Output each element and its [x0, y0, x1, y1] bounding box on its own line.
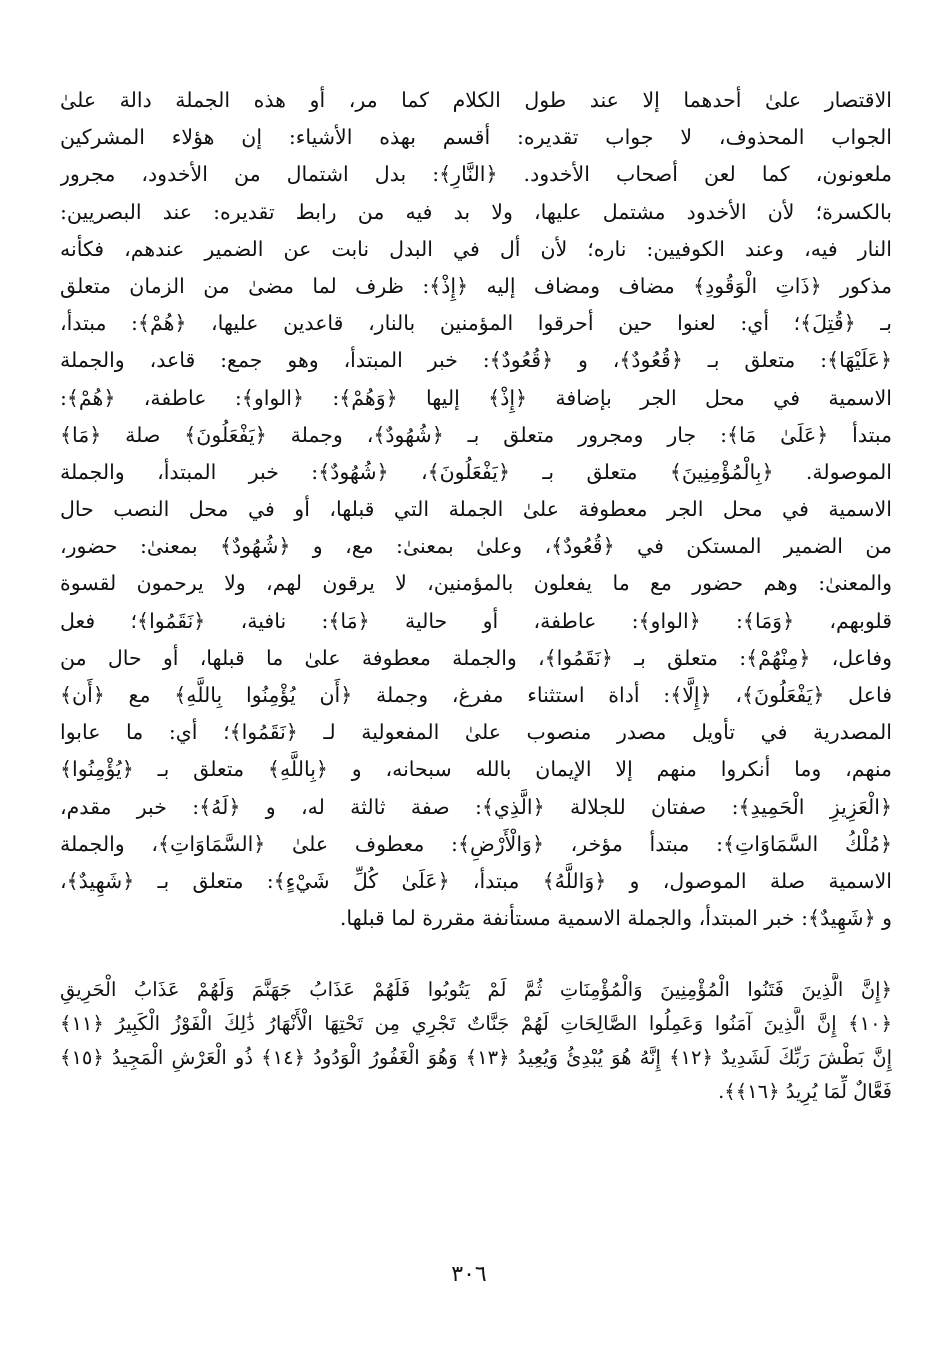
verse-line: ﴿إِنَّ الَّذِينَ فَتَنُوا الْمُؤْمِنِينَ وَالْمُؤْمِنَاتِ ثُمَّ لَمْ يَتُوبُوا فَلَهُمْ عَذَابُ جَهَنَّمَ وَلَهُمْ عَذَابُ الْحَرِيقِ	[60, 978, 892, 1002]
text-line: الاسمية صلة الموصول، و ﴿وَاللَّهُ﴾ مبتدأ، ﴿عَلَىٰ كُلِّ شَيْءٍ﴾: متعلق بـ ﴿شَهِيدٌ﴾،	[60, 868, 892, 893]
text-line: ﴿عَلَيْهَا﴾: متعلق بـ ﴿قُعُودٌ﴾، و ﴿قُعُودٌ﴾: خبر المبتدأ، وهو جمع: قاعد، والجملة	[60, 348, 892, 373]
text-line: ملعونون، كما لعن أصحاب الأخدود. ﴿النَّارِ﴾: بدل اشتمال من الأخدود، مجرور	[60, 162, 892, 187]
verse-line: ﴿١٠﴾ إِنَّ الَّذِينَ آمَنُوا وَعَمِلُوا الصَّالِحَاتِ لَهُمْ جَنَّاتٌ تَجْرِي مِن تَحْتِهَا الْأَنْهَارُ ذَٰلِكَ الْفَوْزُ الْكَبِيرُ ﴿١١﴾	[60, 1012, 892, 1036]
text-line: مبتدأ ﴿عَلَىٰ مَا﴾: جار ومجرور متعلق بـ ﴿شُهُودٌ﴾، وجملة ﴿يَفْعَلُونَ﴾ صلة ﴿مَا﴾	[60, 422, 892, 447]
text-line: والمعنىٰ: وهم حضور مع ما يفعلون بالمؤمنين، لا يرقون لهم، ولا يرحمون لقسوة	[60, 571, 892, 596]
text-line: الاقتصار علىٰ أحدهما إلا عند طول الكلام كما مر، أو هذه الجملة دالة علىٰ	[60, 88, 892, 112]
quran-verses	[60, 973, 892, 1109]
text-line: ﴿الْعَزِيزِ الْحَمِيدِ﴾: صفتان للجلالة ﴿الَّذِي﴾: صفة ثالثة له، و ﴿لَهُ﴾: خبر مقدم،	[60, 794, 892, 819]
text-line: و ﴿شَهِيدٌ﴾: خبر المبتدأ، والجملة الاسمية مستأنفة مقررة لما قبلها.	[339, 906, 892, 931]
text-line: منهم، وما أنكروا منهم إلا الإيمان بالله سبحانه، و ﴿بِاللَّهِ﴾ متعلق بـ ﴿يُؤْمِنُوا﴾	[60, 757, 892, 782]
text-line: الاسمية في محل الجر معطوفة علىٰ الجملة التي قبلها، أو في محل النصب حال	[60, 497, 892, 522]
text-line: الموصولة. ﴿بِالْمُؤْمِنِينَ﴾ متعلق بـ ﴿يَفْعَلُونَ﴾، ﴿شُهُودٌ﴾: خبر المبتدأ، والجملة	[60, 459, 892, 484]
text-line: وفاعل، ﴿مِنْهُمْ﴾: متعلق بـ ﴿نَقَمُوا﴾، والجملة معطوفة علىٰ ما قبلها، أو حال من	[60, 645, 892, 670]
text-line: ﴿مُلْكُ السَّمَاوَاتِ﴾: مبتدأ مؤخر، ﴿وَالْأَرْضِ﴾: معطوف علىٰ ﴿السَّمَاوَاتِ﴾، والجملة	[60, 831, 892, 856]
commentary-text	[60, 82, 892, 937]
verse-line: إِنَّ بَطْشَ رَبِّكَ لَشَدِيدٌ ﴿١٢﴾ إِنَّهُ هُوَ يُبْدِئُ وَيُعِيدُ ﴿١٣﴾ وَهُوَ الْغَفُورُ الْوَدُودُ ﴿١٤﴾ ذُو الْعَرْشِ الْمَجِيدُ ﴿١٥﴾	[60, 1046, 892, 1070]
text-line: فاعل ﴿يَفْعَلُونَ﴾، ﴿إِلَّا﴾: أداة استثناء مفرغ، وجملة ﴿أَن يُؤْمِنُوا بِاللَّهِ﴾ مع ﴿أَن﴾	[60, 683, 892, 707]
text-line: بـ ﴿قُتِلَ﴾؛ أي: لعنوا حين أحرقوا المؤمنين بالنار، قاعدين عليها، ﴿هُمْ﴾: مبتدأ،	[60, 311, 892, 336]
page-number: ٣٠٦	[451, 1262, 487, 1287]
text-line: قلوبهم، ﴿وَمَا﴾: ﴿الواو﴾: عاطفة، أو حالية ﴿مَا﴾: نافية، ﴿نَقَمُوا﴾؛ فعل	[60, 608, 892, 633]
text-line: النار فيه، وعند الكوفيين: ناره؛ لأن أل في البدل نابت عن الضمير عندهم، فكأنه	[60, 236, 892, 261]
text-line: الجواب المحذوف، لا جواب تقديره: أقسم بهذه الأشياء: إن هؤلاء المشركين	[60, 125, 892, 150]
verse-line: فَعَّالٌ لِّمَا يُرِيدُ ﴿١٦﴾﴾.	[718, 1080, 892, 1104]
text-line: من الضمير المستكن في ﴿قُعُودٌ﴾، وعلىٰ بمعنىٰ: مع، و ﴿شُهُودٌ﴾ بمعنىٰ: حضور،	[60, 534, 892, 559]
text-line: بالكسرة؛ لأن الأخدود مشتمل عليها، ولا بد فيه من رابط تقديره: عند البصريين:	[60, 199, 892, 224]
text-line: مذكور ﴿ذَاتِ الْوَقُودِ﴾ مضاف ومضاف إليه ﴿إِذْ﴾: ظرف لما مضىٰ من الزمان متعلق	[60, 273, 892, 298]
page-body	[60, 82, 892, 1109]
text-line: المصدرية في تأويل مصدر منصوب علىٰ المفعولية لـ ﴿نَقَمُوا﴾؛ أي: ما عابوا	[60, 720, 892, 745]
text-line: الاسمية في محل الجر بإضافة ﴿إِذْ﴾ إليها ﴿وَهُمْ﴾: ﴿الواو﴾: عاطفة، ﴿هُمْ﴾:	[60, 385, 892, 410]
